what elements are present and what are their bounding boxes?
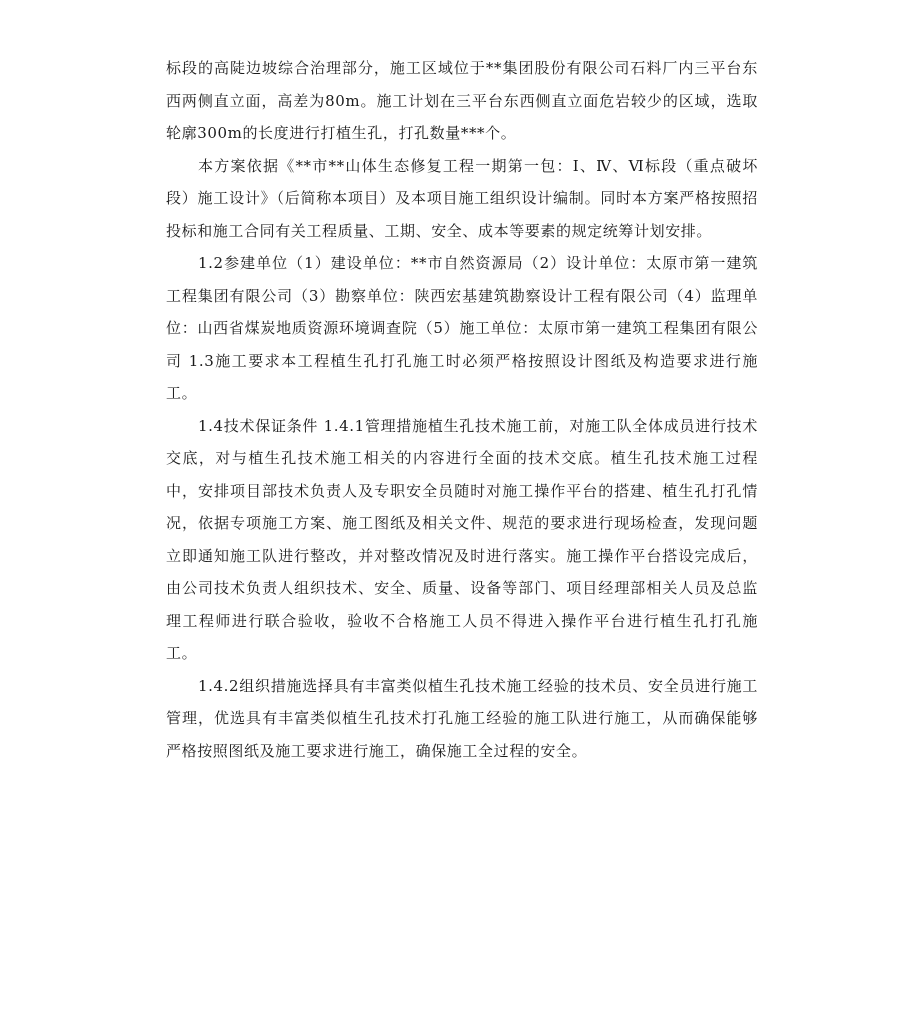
paragraph-participating-units: 1.2参建单位（1）建设单位：**市自然资源局（2）设计单位：太原市第一建筑工程集团有限公司（3）勘察单位：陕西宏基建筑勘察设计工程有限公司（4）监理单位：山西省煤炭地质资源环境调查院（5）施工单位：太原市第一建筑工程集团有限公司 1.3施工要求本工程植生孔打孔施工时必须严格按照设计图纸及构造要求进行施工。 [166, 254, 758, 402]
paragraph-organization-measures: 1.4.2组织措施选择具有丰富类似植生孔技术施工经验的技术员、安全员进行施工管理，优选具有丰富类似植生孔技术打孔施工经验的施工队进行施工，从而确保能够严格按照图纸及施工要求进行施工，确保施工全过程的安全。 [166, 676, 758, 760]
paragraph-project-scope: 标段的高陡边坡综合治理部分，施工区域位于**集团股份有限公司石料厂内三平台东西两侧直立面，高差为80m。施工计划在三平台东西侧直立面危岩较少的区域，选取轮廓300m的长度进行打植生孔，打孔数量***个。 [166, 59, 758, 142]
paragraph-management-measures: 1.4技术保证条件 1.4.1管理措施植生孔技术施工前，对施工队全体成员进行技术交底，对与植生孔技术施工相关的内容进行全面的技术交底。植生孔技术施工过程中，安排项目部技术负责人及专职安全员随时对施工操作平台的搭建、植生孔打孔情况，依据专项施工方案、施工图纸及相关文件、规范的要求进行现场检查，发现问题立即通知施工队进行整改，并对整改情况及时进行落实。施工操作平台搭设完成后，由公司技术负责人组织技术、安全、质量、设备等部门、项目经理部相关人员及总监理工程师进行联合验收，验收不合格施工人员不得进入操作平台进行植生孔打孔施工。 [166, 416, 758, 662]
document-body [166, 52, 758, 767]
paragraph-plan-basis: 本方案依据《**市**山体生态修复工程一期第一包：Ⅰ、Ⅳ、Ⅵ标段（重点破坏段）施工设计》（后简称本项目）及本项目施工组织设计编制。同时本方案严格按照招投标和施工合同有关工程质量、工期、安全、成本等要素的规定统筹计划安排。 [166, 156, 758, 240]
